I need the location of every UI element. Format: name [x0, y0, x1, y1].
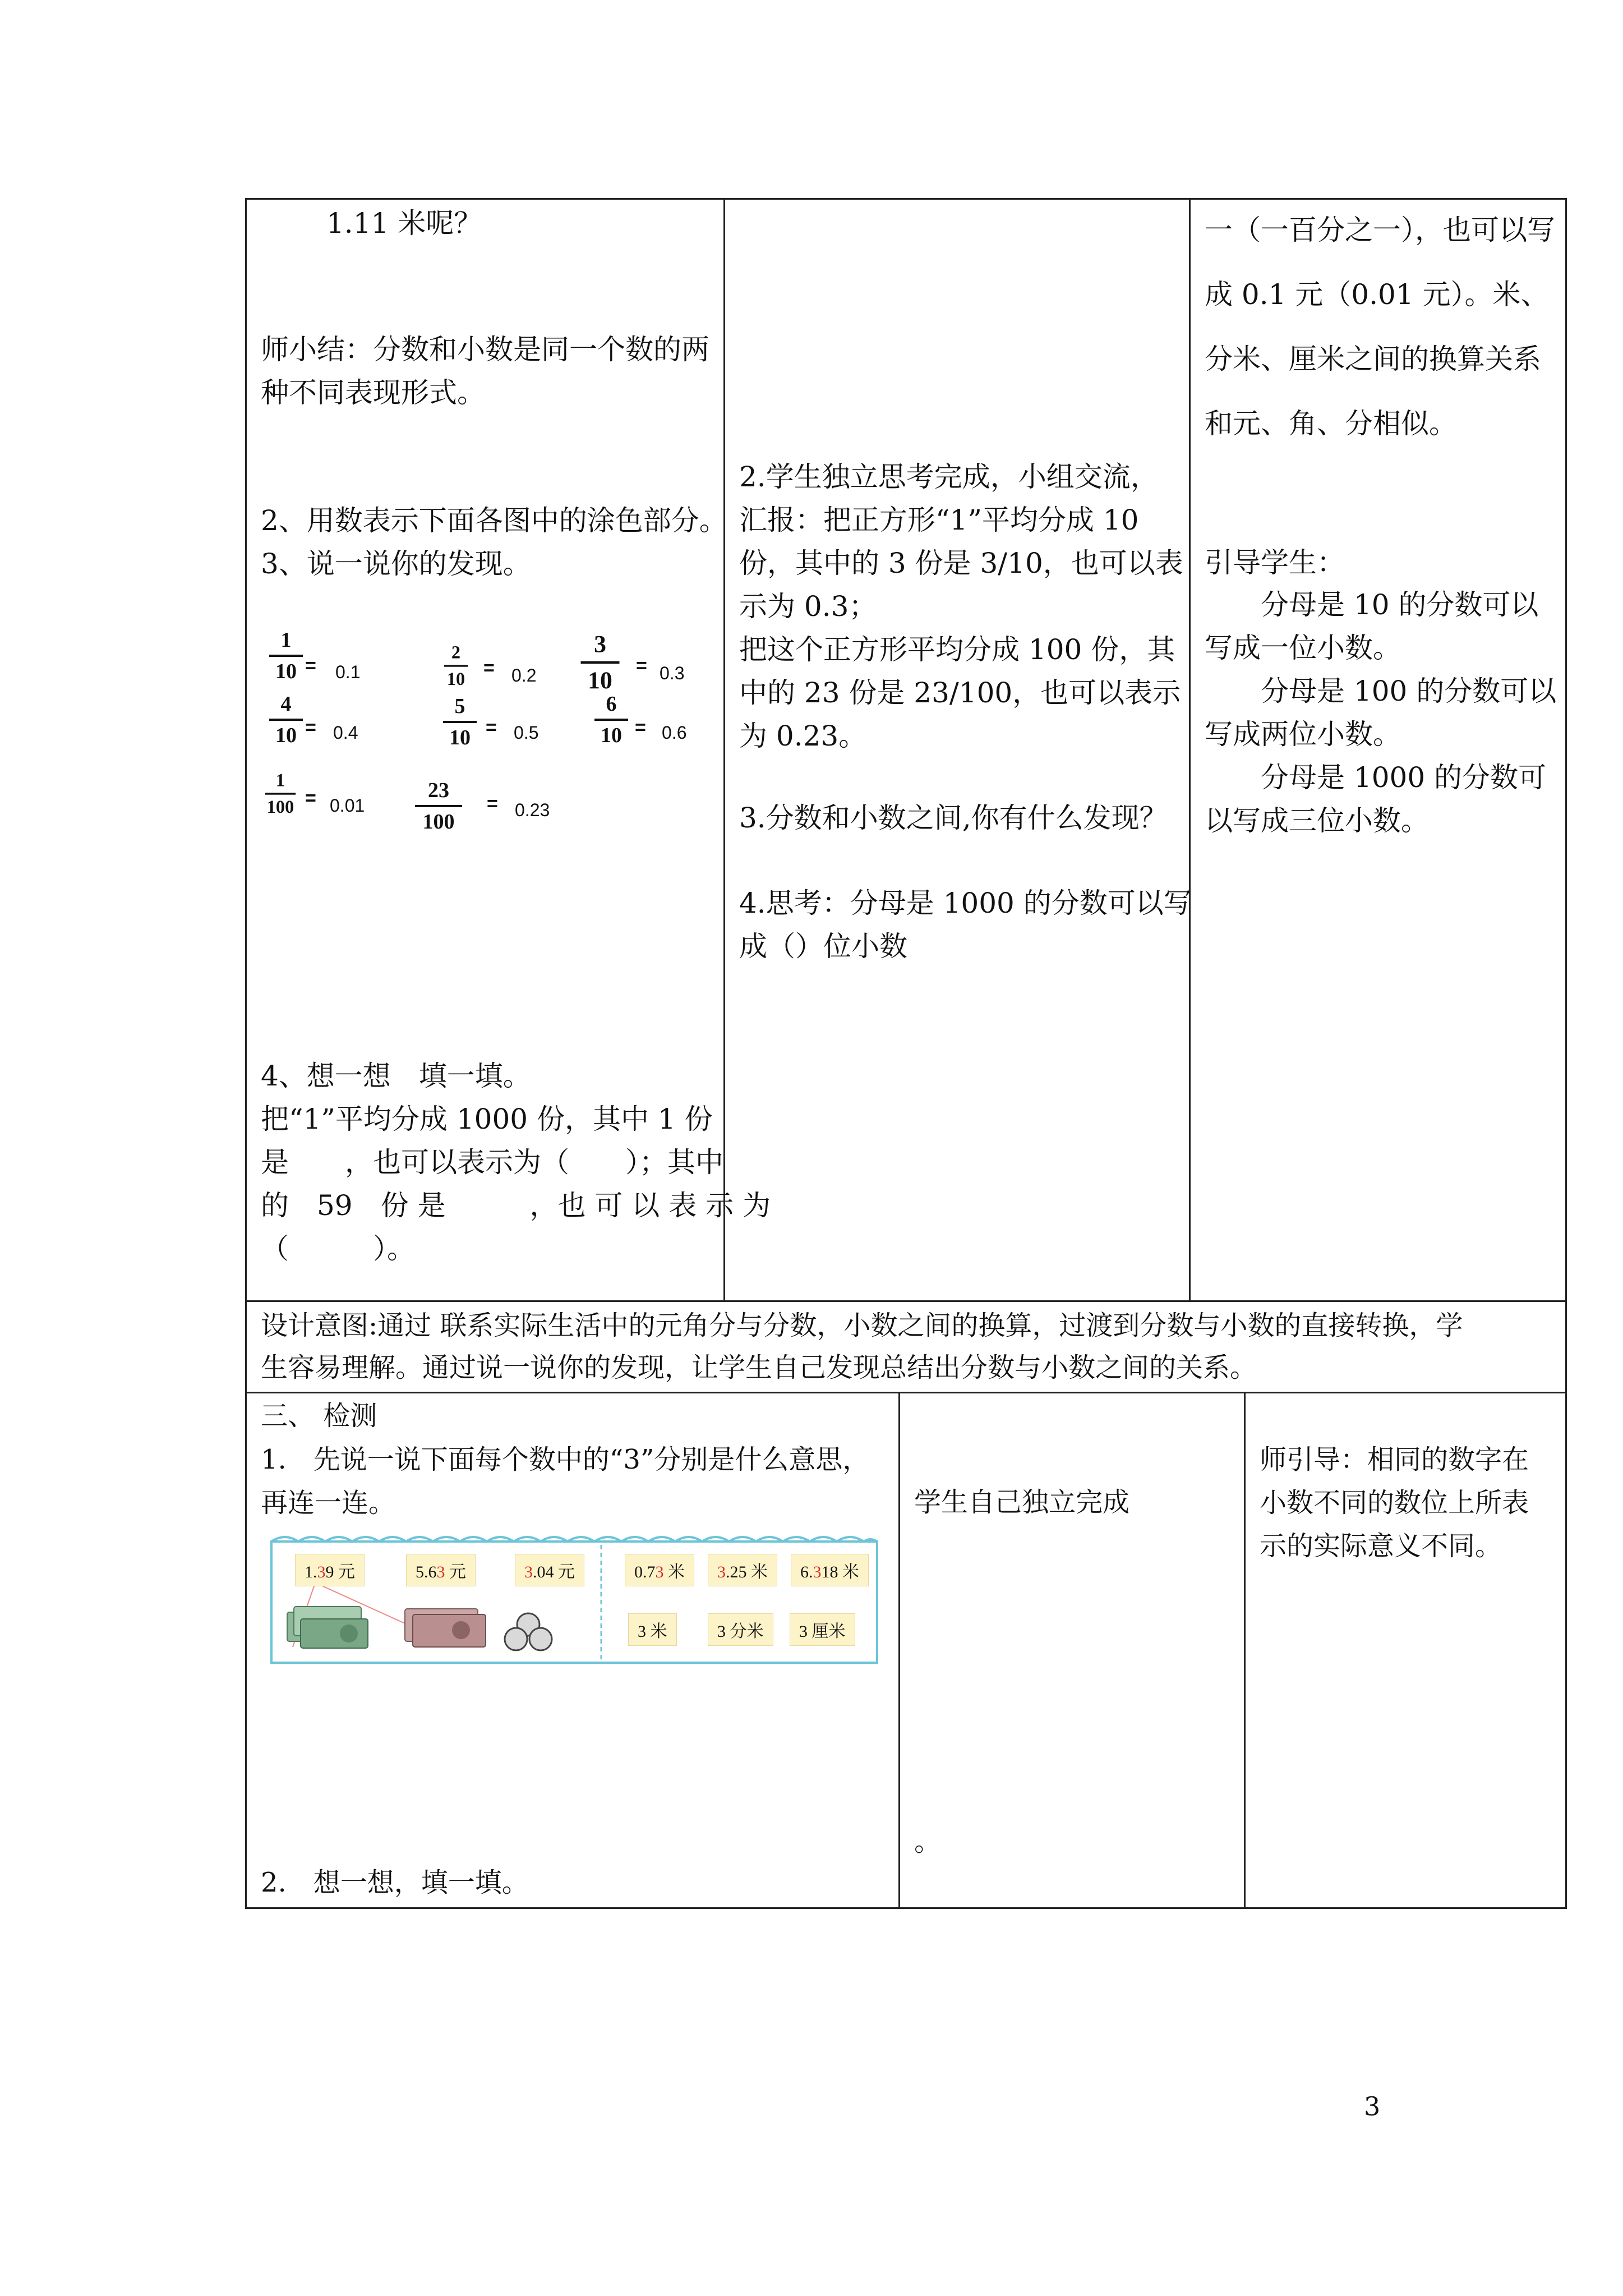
decimal-0-5: 0.5	[514, 723, 539, 743]
bottom-col-divider-1	[898, 1392, 900, 1909]
student-activity-line1: 2.学生独立思考完成，小组交流，	[739, 461, 1159, 493]
text-111-meters: 1.11 米呢？	[326, 207, 482, 240]
student-activity-line2: 汇报：把正方形“1”平均分成 10	[739, 504, 1139, 536]
design-note-line11: 以写成三位小数。	[1205, 804, 1429, 837]
design-note-line7: 写成一位小数。	[1205, 632, 1401, 664]
unit-tag-centimeter: 3 厘米	[790, 1613, 855, 1646]
equals-sign: =	[305, 788, 316, 809]
length-tag-6-318: 6.318 米	[791, 1554, 869, 1586]
design-note-line3: 分米、厘米之间的换算关系	[1205, 343, 1541, 375]
trailing-period: 。	[914, 1826, 942, 1857]
design-note-line4: 和元、角、分相似。	[1205, 407, 1457, 440]
decimal-0-3: 0.3	[660, 663, 685, 683]
row-divider-2	[245, 1392, 1567, 1393]
fraction-5-10: 5 10	[443, 693, 477, 751]
equals-sign: =	[305, 717, 316, 738]
design-intent-line1: 设计意图:通过 联系实际生活中的元角分与分数，小数之间的换算，过渡到分数与小数的直接转换，学	[261, 1310, 1463, 1341]
student-activity-line10: 成（）位小数	[739, 930, 907, 963]
student-activity-line9: 4.思考：分母是 1000 的分数可以写	[739, 887, 1192, 919]
student-activity-line8: 3.分数和小数之间,你有什么发现？	[739, 802, 1168, 834]
money-tag-5-63: 5.63 元	[406, 1554, 476, 1586]
design-note-line9: 写成两位小数。	[1205, 718, 1401, 751]
table-left-border	[245, 198, 247, 1909]
equals-sign: =	[635, 717, 646, 738]
equals-sign: =	[305, 655, 316, 677]
fraction-6-10: 6 10	[594, 691, 628, 748]
equals-sign: =	[486, 717, 497, 738]
design-note-line5: 引导学生：	[1205, 546, 1345, 579]
decimal-0-6: 0.6	[662, 723, 687, 743]
fraction-3-10: 3 10	[581, 629, 620, 695]
decimal-0-1: 0.1	[335, 662, 361, 682]
unit-tag-meter: 3 米	[628, 1613, 677, 1646]
row-divider-1	[245, 1300, 1567, 1302]
table-top-border	[245, 198, 1567, 200]
fraction-4-10: 4 10	[269, 691, 303, 748]
length-tag-0-73: 0.73 米	[625, 1554, 694, 1586]
equals-sign: =	[487, 793, 498, 815]
fraction-23-100: 23 100	[415, 777, 462, 835]
bottom-col-divider-2	[1244, 1392, 1246, 1909]
decimal-0-23: 0.23	[515, 800, 550, 820]
teacher-summary-line2: 种不同表现形式。	[261, 376, 485, 409]
decimal-0-2: 0.2	[511, 665, 537, 685]
unit-tag-decimeter: 3 分米	[708, 1613, 773, 1646]
task-2-text: 2、用数表示下面各图中的涂色部分。	[261, 504, 727, 537]
student-self-complete: 学生自己独立完成	[914, 1487, 1130, 1518]
student-activity-line6: 中的 23 份是 23/100，也可以表示	[739, 677, 1181, 709]
section-heading-check: 三、 检测	[261, 1400, 377, 1432]
top-col-divider-2	[1189, 198, 1191, 1302]
fraction-1-100: 1 100	[265, 770, 296, 818]
task-4-line2: 是 ，也可以表示为（ ）；其中	[261, 1146, 723, 1179]
design-note-line8: 分母是 100 的分数可以	[1261, 675, 1557, 707]
equals-sign: =	[483, 657, 495, 679]
page-number: 3	[1364, 2091, 1381, 2122]
question-1-line2: 再连一连。	[261, 1487, 396, 1519]
task-4-line1: 把“1”平均分成 1000 份，其中 1 份	[261, 1103, 713, 1135]
fraction-2-10: 2 10	[444, 642, 468, 691]
design-note-line1: 一（一百分之一），也可以写	[1205, 214, 1555, 246]
student-activity-line4: 示为 0.3；	[739, 590, 877, 623]
teacher-guide-line3: 示的实际意义不同。	[1260, 1530, 1502, 1562]
task-3-text: 3、说一说你的发现。	[261, 547, 531, 580]
question-1-line1: 1. 先说一说下面每个数中的“3”分别是什么意思，	[261, 1444, 870, 1475]
teacher-summary-line1: 师小结：分数和小数是同一个数的两	[261, 333, 709, 366]
money-tag-3-04: 3.04 元	[515, 1554, 584, 1586]
question-2-text: 2. 想一想，填一填。	[261, 1867, 529, 1898]
student-activity-line5: 把这个正方形平均分成 100 份，其	[739, 633, 1175, 666]
matching-exercise-panel	[259, 1529, 891, 1675]
table-right-border	[1565, 198, 1567, 1909]
student-activity-line3: 份，其中的 3 份是 3/10，也可以表	[739, 547, 1183, 579]
equals-sign: =	[636, 655, 647, 677]
length-tag-3-25: 3.25 米	[708, 1554, 777, 1586]
teacher-guide-line1: 师引导：相同的数字在	[1260, 1444, 1529, 1475]
fraction-1-10: 1 10	[269, 627, 303, 684]
decimal-0-4: 0.4	[333, 723, 358, 743]
student-activity-line7: 为 0.23。	[739, 720, 867, 752]
task-4-title: 4、想一想 填一填。	[261, 1060, 531, 1092]
design-note-line2: 成 0.1 元（0.01 元）。米、	[1205, 278, 1549, 311]
teacher-guide-line2: 小数不同的数位上所表	[1260, 1487, 1529, 1519]
design-note-line10: 分母是 1000 的分数可	[1261, 761, 1547, 794]
design-note-line6: 分母是 10 的分数可以	[1261, 588, 1539, 621]
money-tag-1-39: 1.39 元	[295, 1554, 365, 1586]
table-bottom-border	[245, 1907, 1567, 1909]
design-intent-line2: 生容易理解。通过说一说你的发现，让学生自己发现总结出分数与小数之间的关系。	[261, 1352, 1257, 1383]
decimal-0-01: 0.01	[330, 795, 365, 816]
money-illustration	[282, 1595, 596, 1663]
task-4-line3: 的 59 份 是 ，也 可 以 表 示 为	[261, 1189, 771, 1222]
top-col-divider-1	[723, 198, 725, 1302]
task-4-line4: （ ）。	[261, 1232, 415, 1265]
